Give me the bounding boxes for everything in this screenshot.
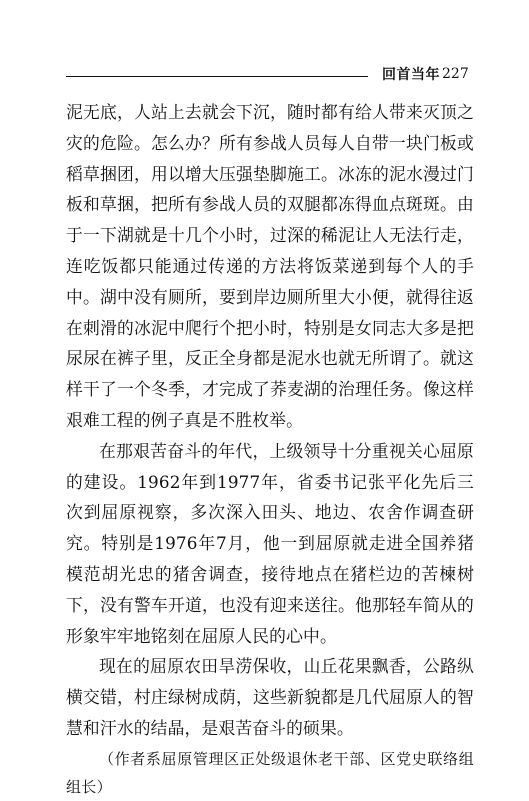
running-header bbox=[66, 64, 469, 88]
paragraph-continued: 泥无底，人站上去就会下沉，随时都有给人带来灭顶之灾的危险。怎么办？所有参战人员每人自带一块门板或稻草捆团，用以增大压强垫脚施工。冰冻的泥水漫过门板和草捆，把所有参战人员的双腿都冻得血点斑斑。由于一下湖就是十几个小时，过深的稀泥让人无法行走，连吃饭都只能通过传递的方法将饭菜递到每个人的手中。湖中没有厕所，要到岸边厕所里大小便，就得往返在刺滑的冰泥中爬行个把小时，特别是女同志大多是把尿尿在裤子里，反正全身都是泥水也就无所谓了。就这样干了一个冬季，才完成了荞麦湖的治理任务。像这样艰难工程的例子真是不胜枚举。 bbox=[66, 102, 474, 430]
paragraph: 在那艰苦奋斗的年代，上级领导十分重视关心屈原的建设。1962年到1977年，省委书记张平化先后三次到屈原视察，多次深入田头、地边、农舍作调查研究。特别是1976年7月，他一到屈原就走进全国养猪模范胡光忠的猪舍调查，接待地点在猪栏边的苦楝树下，没有警车开道，也没有迎来送往。他那轻车简从的形象牢牢地铭刻在屈原人民的心中。 bbox=[66, 440, 474, 646]
author-note: （作者系屈原管理区正处级退休老干部、区党史联络组组长） bbox=[66, 749, 474, 796]
header-rule bbox=[66, 76, 368, 77]
body-text bbox=[66, 97, 474, 801]
running-header-title: 回首当年 bbox=[382, 67, 440, 83]
paragraph: 现在的屈原农田旱涝保收，山丘花果飘香，公路纵横交错，村庄绿树成荫，这些新貌都是几代屈原人的智慧和汗水的结晶，是艰苦奋斗的硕果。 bbox=[66, 656, 474, 738]
page-number: 227 bbox=[442, 66, 469, 82]
